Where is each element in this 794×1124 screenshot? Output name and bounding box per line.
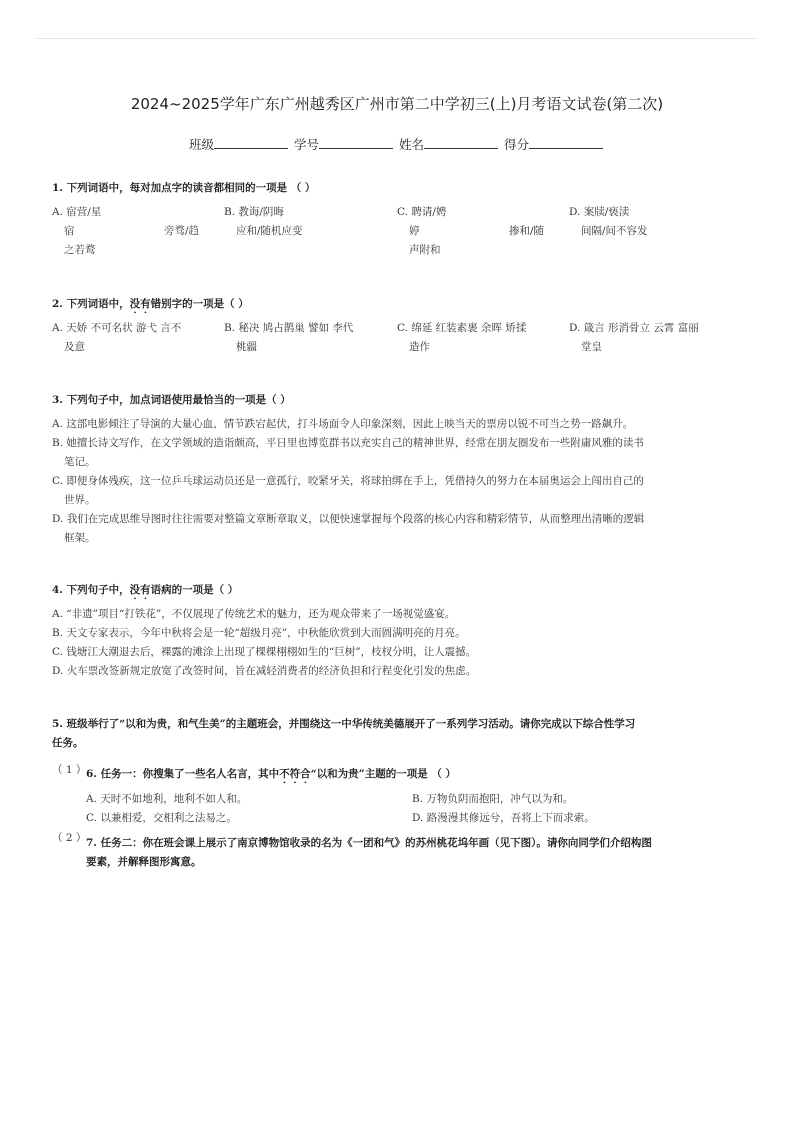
name-blank[interactable] — [424, 136, 498, 149]
student-info-row — [0, 135, 794, 153]
page-title: 2024~2025学年广东广州越秀区广州市第二中学初三(上)月考语文试卷(第二次) — [130, 95, 664, 113]
stem-text: 2. 下列词语中， — [52, 298, 130, 310]
question-6-option-a[interactable]: A. 天时不如地利，地利不如人和。 — [86, 793, 248, 805]
option-text: C. 绵延 红装素裹 余晖 矫揉 — [397, 322, 527, 334]
stem-text: 6. 任务一：你搜集了一些名人名言，其中 — [86, 768, 280, 780]
header-divider — [36, 38, 758, 39]
option-text: 及意 — [64, 341, 85, 353]
option-text: 造作 — [409, 341, 430, 353]
question-2-option-b[interactable] — [224, 319, 389, 357]
question-6-option-b[interactable]: B. 万物负阴而抱阳，冲气以为和。 — [412, 793, 574, 805]
name-label: 姓名 — [398, 137, 424, 152]
option-text: D. 箴言 形消骨立 云霄 富丽 — [569, 322, 699, 334]
question-3-option-a[interactable]: A. 这部电影倾注了导演的大量心血，情节跌宕起伏，打斗场面令人印象深刻，因此上映当天的票房以锐不可当之势一路飙升。 — [52, 418, 634, 430]
stem-text: 错别字的一项是（ ） — [150, 298, 249, 310]
question-2-option-d[interactable] — [569, 319, 739, 357]
question-6-stem — [86, 766, 456, 786]
question-4-stem — [52, 582, 238, 602]
question-3-stem: 3. 下列句子中，加点词语使用最恰当的一项是（ ） — [52, 394, 291, 406]
question-4-option-b[interactable]: B. 天文专家表示，今年中秋将会是一轮“超级月亮”，中秋能欣赏到大而圆满明亮的月亮。 — [52, 627, 466, 639]
question-2-stem — [52, 296, 249, 316]
question-5-stem: 5. 班级举行了“以和为贵，和气生美”的主题班会，并围绕这一中华传统美德展开了一系列学习活动。请你完成以下综合性学习 — [52, 718, 636, 730]
question-4-option-c[interactable]: C. 钱塘江大潮退去后，裸露的滩涂上出现了棵棵栩栩如生的“巨树”，枝杈分明，让人震撼。 — [52, 646, 477, 658]
question-1-option-d[interactable] — [569, 203, 739, 241]
question-6-option-c[interactable]: C. 以兼相爱，交相利之法易之。 — [86, 812, 237, 824]
option-text: 间隔/间不容发 — [581, 225, 648, 237]
option-text: 声附和 — [409, 244, 441, 256]
option-text: 婷 — [409, 225, 420, 237]
option-text: C. 聘请/娉 — [397, 206, 447, 218]
question-1-stem: 1. 下列词语中，每对加点字的读音都相同的一项是 （ ） — [52, 182, 316, 194]
subquestion-1-number: （ 1 ） — [52, 764, 87, 776]
stem-text: “以和为贵”主题的一项是 （ ） — [310, 768, 457, 780]
question-1-option-b[interactable] — [224, 203, 389, 241]
option-text: 之若鹜 — [64, 244, 96, 256]
stem-text: 4. 下列句子中， — [52, 584, 130, 596]
question-2-option-a[interactable] — [52, 319, 217, 357]
option-text: 应和/随机应变 — [236, 225, 303, 237]
class-label: 班级 — [188, 137, 214, 152]
subquestion-2-number: （ 2 ） — [52, 832, 87, 844]
question-3-option-c[interactable]: C. 即便身体残疾，这一位乒乓球运动员还是一意孤行，咬紧牙关，将球拍绑在手上，凭借持久的努力在本届奥运会上闯出自己的 — [52, 475, 644, 487]
question-1-option-c[interactable] — [397, 203, 562, 260]
question-6-option-d[interactable]: D. 路漫漫其修远兮，吾将上下而求索。 — [412, 812, 595, 824]
option-text: A. 宿营/星 — [52, 206, 102, 218]
option-text: 旁骛/趋 — [164, 225, 200, 237]
option-text: 宿 — [64, 225, 75, 237]
question-5-stem-cont: 任务。 — [52, 737, 84, 749]
option-text: D. 案牍/亵渎 — [569, 206, 630, 218]
emphasis-text: 没有 — [129, 298, 151, 310]
question-4-option-a[interactable]: A. “非遗”项目“打铁花”，不仅展现了传统艺术的魅力，还为观众带来了一场视觉盛宴。 — [52, 608, 456, 620]
class-blank[interactable] — [214, 136, 288, 149]
question-4-option-d[interactable]: D. 火车票改签新规定放宽了改签时间，旨在减轻消费者的经济负担和行程变化引发的焦虑。 — [52, 665, 477, 677]
option-text: A. 天娇 不可名状 游弋 言不 — [52, 322, 182, 334]
question-3-option-b[interactable]: B. 她擅长诗文写作，在文学领域的造诣颇高，平日里也博览群书以充实自己的精神世界，经常在朋友圈发布一些附庸风雅的读书 — [52, 437, 644, 449]
score-blank[interactable] — [529, 136, 603, 149]
option-text: 堂皇 — [581, 341, 602, 353]
score-label: 得分 — [503, 137, 529, 152]
emphasis-text: 没有 — [129, 584, 151, 596]
emphasis-text: 不符合 — [279, 768, 311, 780]
question-2-option-c[interactable] — [397, 319, 562, 357]
option-text: 掺和/随 — [509, 225, 545, 237]
question-1-option-a[interactable] — [52, 203, 217, 260]
option-text: B. 教诲/阴晦 — [224, 206, 284, 218]
option-text: 桃疆 — [236, 341, 257, 353]
student-id-label: 学号 — [293, 137, 319, 152]
question-3-option-d-cont: 框架。 — [64, 532, 96, 544]
question-3-option-c-cont: 世界。 — [64, 494, 96, 506]
student-id-blank[interactable] — [319, 136, 393, 149]
question-3-option-b-cont: 笔记。 — [64, 456, 96, 468]
question-3-option-d[interactable]: D. 我们在完成思维导图时往往需要对整篇文章断章取义，以便快速掌握每个段落的核心内容和精彩情节，从而整理出清晰的逻辑 — [52, 513, 645, 525]
option-text: B. 秘决 鸠占鹊巢 譬如 李代 — [224, 322, 354, 334]
question-7-stem-cont: 要素，并解释图形寓意。 — [86, 856, 202, 868]
stem-text: 语病的一项是（ ） — [150, 584, 239, 596]
question-7-stem: 7. 任务二：你在班会课上展示了南京博物馆收录的名为《一团和气》的苏州桃花坞年画（见下图）。请你向同学们介绍构图 — [86, 837, 652, 849]
